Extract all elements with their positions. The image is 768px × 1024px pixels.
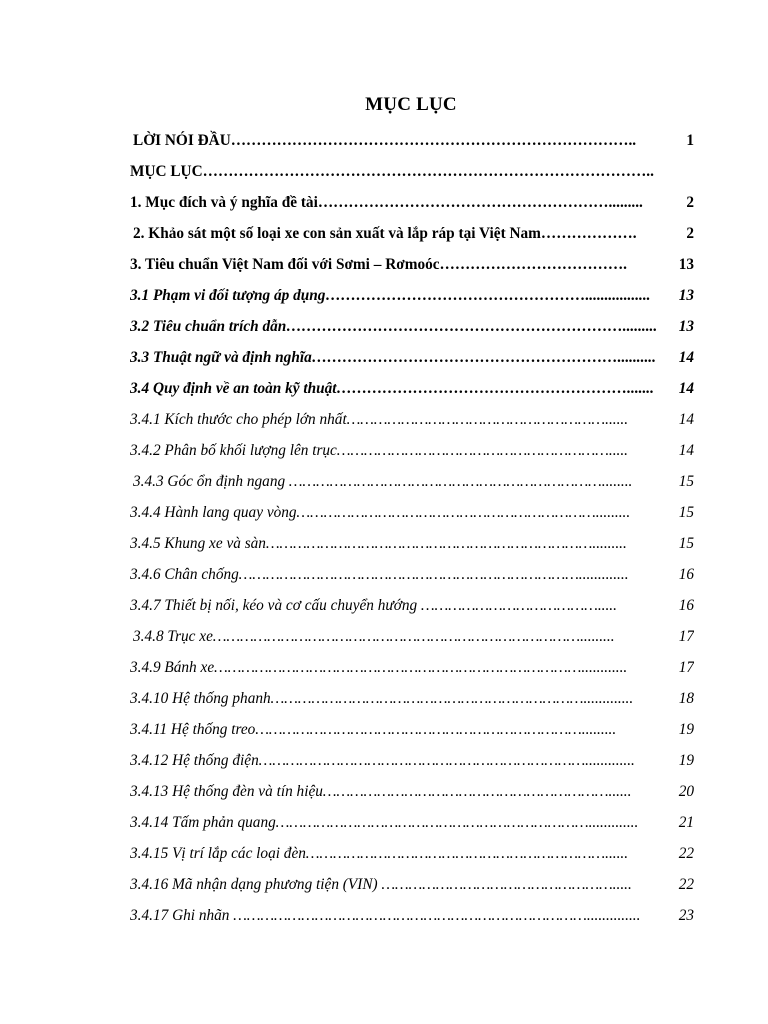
toc-entry-page-number: 19 — [679, 717, 694, 743]
toc-entry — [130, 376, 694, 407]
toc-entry — [130, 748, 694, 779]
toc-entry-title: 3.4.10 Hệ thống phanh……………………………………………………………............. — [130, 690, 634, 707]
toc-entry-title: 3.4 Quy định về an toàn kỹ thuật…………………………………………………....... — [130, 380, 654, 397]
toc-entry-page-number: 14 — [679, 376, 694, 402]
toc-entry-title: 3.4.16 Mã nhận dạng phương tiện (VIN) ……………………………………………..... — [130, 876, 632, 893]
toc-entry-title: 2. Khảo sát một số loại xe con sản xuất và lắp ráp tại Việt Nam………………. — [133, 225, 637, 242]
toc-entry-page-number: 13 — [679, 314, 694, 340]
toc-entry-title: 3.4.12 Hệ thống điện………………………………………………………………............. — [130, 752, 635, 769]
toc-entry-title: 3.4.11 Hệ thống treo………………………………………………………………......... — [130, 721, 617, 738]
toc-entry-title: 3.3 Thuật ngữ và định nghĩa…………………………………………………….......... — [130, 349, 656, 366]
toc-entry-page-number: 15 — [679, 531, 694, 557]
toc-entry-title: 3.4.17 Ghi nhãn …………………………………………………………………….............. — [130, 907, 641, 924]
toc-entry — [130, 314, 694, 345]
toc-entry — [130, 221, 694, 252]
toc-entry — [130, 872, 694, 903]
toc-entry-title: 3.4.1 Kích thước cho phép lớn nhất…………………………………………………...... — [130, 411, 629, 428]
toc-entry — [130, 593, 694, 624]
toc-entry-title: 3.4.13 Hệ thống đèn và tín hiệu………………………………………………………...... — [130, 783, 632, 800]
toc-entry — [130, 252, 694, 283]
toc-entry — [130, 655, 694, 686]
toc-entry-page-number: 20 — [679, 779, 694, 805]
toc-entry-title: 3.4.9 Bánh xe………………………………………………………………………............ — [130, 659, 628, 676]
toc-entry-title: 3.4.15 Vị trí lắp các loại đèn…………………………………………………………...... — [130, 845, 629, 862]
toc-entry — [130, 779, 694, 810]
toc-entry-title: MỤC LỤC…………………………………………………………………………….. — [130, 163, 654, 180]
toc-entry — [130, 407, 694, 438]
toc-entry-page-number: 1 — [686, 128, 694, 154]
toc-entry-page-number: 13 — [679, 252, 694, 278]
toc-entry-page-number: 17 — [679, 624, 694, 650]
toc-entry-page-number: 16 — [679, 562, 694, 588]
toc-entry — [130, 500, 694, 531]
toc-entry-page-number: 15 — [679, 500, 694, 526]
toc-entry — [130, 562, 694, 593]
toc-entry-title: 3.4.14 Tấm phản quang……………………………………………………………............. — [130, 814, 639, 831]
toc-entry-page-number: 22 — [679, 872, 694, 898]
toc-entry-page-number: 2 — [686, 221, 694, 247]
toc-entry-page-number: 18 — [679, 686, 694, 712]
table-of-contents — [130, 128, 694, 934]
toc-entry-page-number: 14 — [679, 438, 694, 464]
toc-entry-title: 1. Mục đích và ý nghĩa đề tài…………………………………………………......... — [130, 194, 643, 211]
toc-entry-title: LỜI NÓI ĐẦU…………………………………………………………………….. — [133, 132, 637, 149]
toc-entry — [130, 624, 694, 655]
toc-entry-page-number: 14 — [679, 407, 694, 433]
toc-entry — [130, 841, 694, 872]
page-title: MỤC LỤC — [365, 94, 457, 115]
toc-entry-title: 3.4.5 Khung xe và sàn………………………………………………………………......... — [130, 535, 627, 552]
toc-entry — [130, 469, 694, 500]
toc-entry — [130, 810, 694, 841]
toc-entry — [130, 128, 694, 159]
toc-entry — [130, 159, 694, 190]
toc-entry-title: 3.1 Phạm vi đối tượng áp dụng……………………………………………................. — [130, 287, 651, 304]
toc-entry — [130, 531, 694, 562]
toc-entry-page-number: 17 — [679, 655, 694, 681]
toc-entry-page-number: 22 — [679, 841, 694, 867]
toc-entry-title: 3.2 Tiêu chuẩn trích dẫn…………………………………………………………......... — [130, 318, 658, 335]
toc-entry-page-number: 21 — [679, 810, 694, 836]
toc-entry-title: 3.4.6 Chân chống…………………………………………………………………............. — [130, 566, 629, 583]
toc-entry — [130, 438, 694, 469]
toc-entry-title: 3.4.4 Hành lang quay vòng…………………………………………………………......... — [130, 504, 631, 521]
toc-entry — [130, 345, 694, 376]
toc-entry-title: 3.4.8 Trục xe………………………………………………………………………......... — [133, 628, 615, 645]
toc-entry-page-number: 19 — [679, 748, 694, 774]
toc-entry-page-number: 2 — [686, 190, 694, 216]
toc-entry-title: 3.4.3 Góc ổn định ngang ……………………………………………………………........ — [133, 473, 633, 490]
toc-entry-page-number: 23 — [679, 903, 694, 929]
toc-entry-page-number: 13 — [679, 283, 694, 309]
toc-entry — [130, 717, 694, 748]
toc-entry-title: 3.4.2 Phân bố khối lượng lên trục……………………………………………………..... — [130, 442, 628, 459]
toc-entry — [130, 903, 694, 934]
toc-entry-page-number: 16 — [679, 593, 694, 619]
toc-entry — [130, 190, 694, 221]
toc-entry-title: 3. Tiêu chuẩn Việt Nam đối với Sơmi – Rơmoóc………………………………. — [130, 256, 627, 273]
toc-entry-page-number: 14 — [679, 345, 694, 371]
toc-entry-page-number: 15 — [679, 469, 694, 495]
toc-entry — [130, 686, 694, 717]
toc-entry — [130, 283, 694, 314]
toc-entry-title: 3.4.7 Thiết bị nối, kéo và cơ cấu chuyển hướng …………………………………..... — [130, 597, 617, 614]
